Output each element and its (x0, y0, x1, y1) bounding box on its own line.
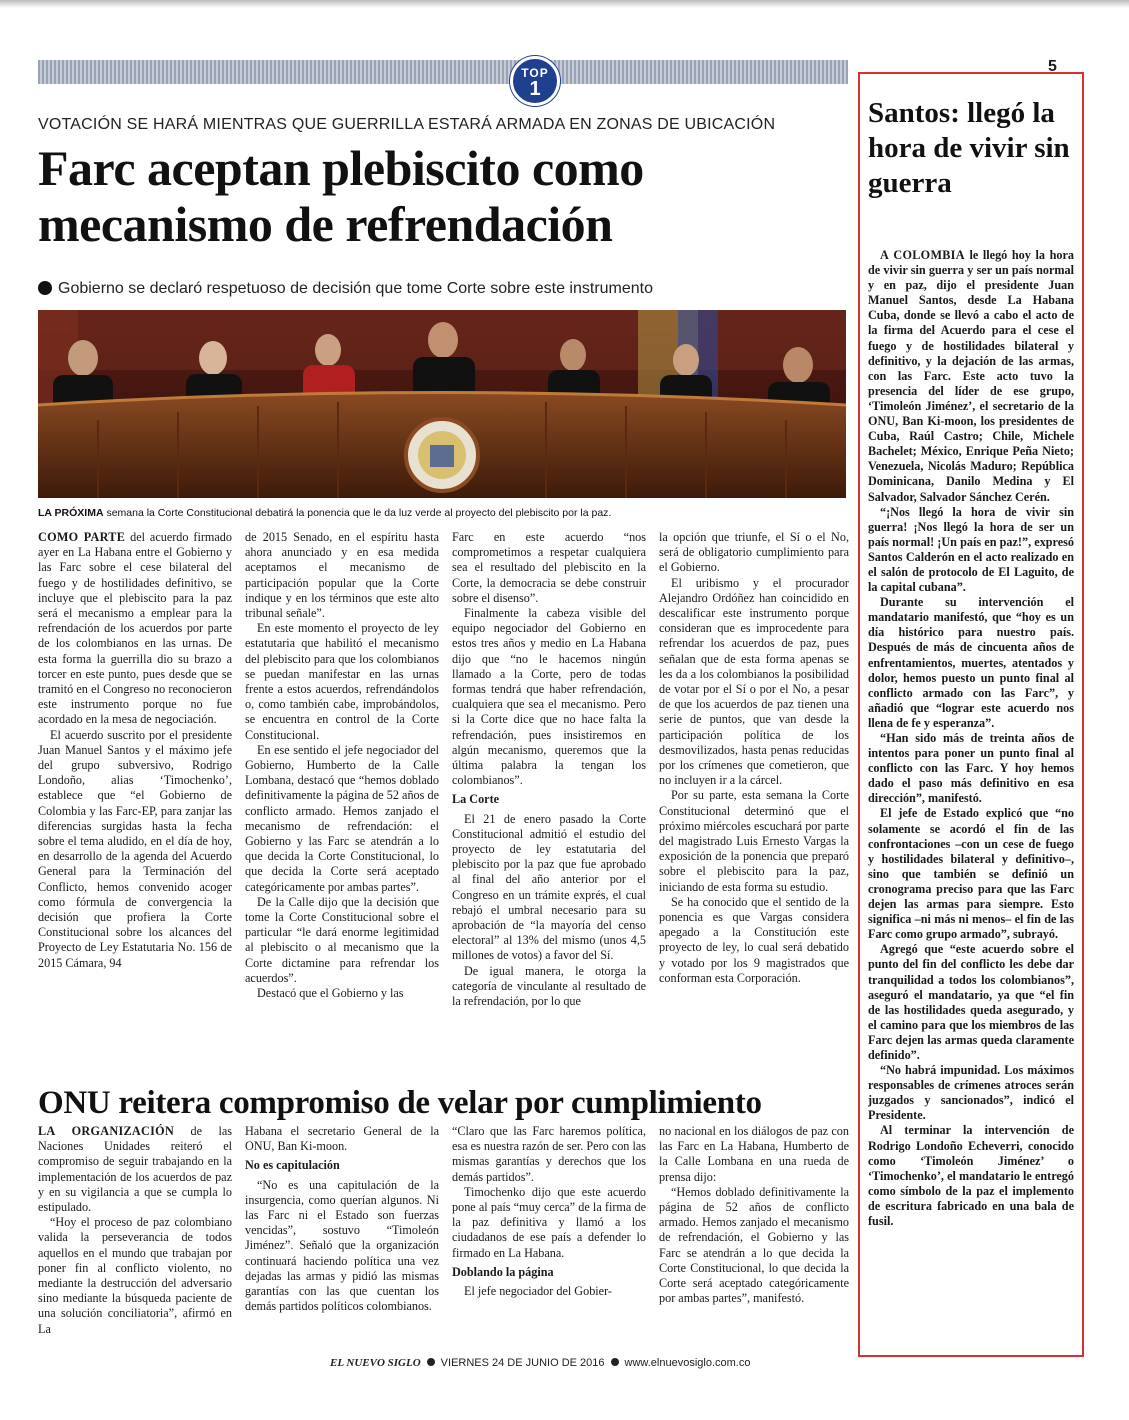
main-headline: Farc aceptan plebiscito como mecanismo de refrendación (38, 140, 644, 252)
sidebar-p5: El jefe de Estado explicó que “no solamente se acordó el fin de las confrontaciones –con un cese de fuego y hostilidades bilateral y definitivo–, sino que también se definió un cronograma preciso para que las Farc dejen las armas para siempre. Esto significa –ni más ni menos– el fin de las Farc como grupo armado”, subrayó. (868, 806, 1074, 942)
article2-col4-p2: “Hemos doblado definitivamente la página de 52 años de conflicto armado. Hemos zanjado el mecanismo de refrendación, el Gobierno y las Farc se atendrán a lo que decida la Corte Constitucional, lo que decida la Corte será aceptado categóricamente por ambas partes”, manifestó. (659, 1184, 849, 1306)
sidebar-lead: A COLOMBIA (880, 248, 965, 262)
sidebar-headline: Santos: llegó la hora de vivir sin guerra (868, 97, 1070, 199)
photo-caption (38, 507, 848, 519)
article2-col1 (38, 1124, 232, 1352)
article1-col1-p2: El acuerdo suscrito por el presidente Juan Manuel Santos y el máximo jefe del grupo subversivo, Rodrigo Londoño, alias ‘Timochenko’, establece que “el Gobierno de Colombia y las Farc-EP, para zanjar las diferencias surgidas hasta la fecha sobre el tema aludido, en el día de hoy, en desarrollo de la agenda del Acuerdo General para la Terminación del Conflicto, hemos convenido acoger como fórmula de convergencia la decisión que profiera la Corte Constitucional sobre los alcances del Proyecto de Ley Estatutaria No. 156 de 2015 Cámara, 94 (38, 727, 232, 970)
top-badge (510, 56, 560, 106)
article2-col2-p1: Habana el secretario General de la ONU, Ban Ki-moon. (245, 1124, 439, 1154)
article2-col4 (659, 1124, 849, 1352)
article2-subheading-2: Doblando la página (452, 1264, 554, 1279)
article2-col3-p1: “Claro que las Farc haremos política, esa es nuestra razón de ser. Pero con las mismas garantías y derechos que los demás partidos”. (452, 1124, 646, 1184)
subheadline (38, 280, 848, 298)
subheadline-text: Gobierno se declaró respetuoso de decisión que tome Corte sobre este instrumento (58, 280, 654, 297)
sidebar-p2: “¡Nos llegó la hora de vivir sin guerra! ¡Nos llegó la hora de ser un país normal! ¡Un país en paz!”, expresó Santos Calderón en el acto realizado en el salón de protocolo de El Laguito, de la capital cubana”. (868, 504, 1074, 595)
article2-col1-p1 (38, 1124, 232, 1215)
article1-subheading: La Corte (452, 792, 500, 807)
article1-col4-p2: El uribismo y el procurador Alejandro Ordóñez han coincidido en descalificar este instrumento porque consideran que es improcedente para refrendar los acuerdos de paz, pues señalan que de esta forma apenas se les da a los colombianos la posibilidad de votar por el Sí o por el No, a pesar de que los acuerdos de paz tienen una serie de puntos, que van desde la participación política de los desmovilizados, hasta penas reducidas por los crímenes que cometieron, que no incluyen ir a la cárcel. (659, 575, 849, 788)
court-session-illustration (38, 310, 846, 498)
sidebar-p4: “Han sido más de treinta años de intentos para poner un punto final al conflicto con las Farc. Y hoy hemos dado el paso más definitivo en esa dirección”, manifestó. (868, 731, 1074, 806)
page-footer (330, 1357, 890, 1369)
article1-col3-p4: De igual manera, le otorga la categoría de vinculante al resultado de la refrendación, por lo que (452, 963, 646, 1009)
article1-col2-p3: En ese sentido el jefe negociador del Gobierno, Humberto de la Calle Lombana, destacó que “hemos doblado definitivamente la página de 52 años de conflicto armado. Hemos zanjado el mecanismo de refrendación: el Gobierno y las Farc se atendrán a lo que decida la Corte Constitucional, lo que decida la Corte será aceptado categóricamente por ambas partes”. (245, 742, 439, 894)
article1-col1-p1 (38, 530, 232, 728)
article1-col4-p1: la opción que triunfe, el Sí o el No, será de obligatorio cumplimiento para el Gobierno. (659, 530, 849, 575)
footer-brand: EL NUEVO SIGLO (330, 1357, 421, 1369)
article1-col3-p2: Finalmente la cabeza visible del equipo negociador del Gobierno en estos tres años y medio en La Habana dijo que “no le hacemos ningún llamado a la Corte, pero de todas formas tendrá que haber refrendación, cualquiera que sea el mecanismo. Pero si la Corte dice que no hace falta la refrendación, pues insistiremos en algún mecanismo, queremos que la última palabra la tengan los colombianos”. (452, 606, 646, 788)
sidebar-p1 (868, 248, 1074, 505)
article1-col2-p2: En este momento el proyecto de ley estatutaria que habilitó el mecanismo del plebiscito para que los colombianos se puedan manifestar en las urnas frente a estos acuerdos, refrendándolos o, como también cabe, improbándolos, se encuentra en control de la Corte Constitucional. (245, 621, 439, 742)
caption-text: semana la Corte Constitucional debatirá la ponencia que le da luz verde al proyecto del plebiscito por la paz. (103, 507, 612, 519)
article2-col2-p2: “No es una capitulación de la insurgencia, como querían algunos. Ni las Farc ni el Estado son fuerzas vencidas”, sostuvo “Timoleón Jiménez”. Señaló que la organización continuará haciendo política una vez dejadas las armas y pidió las mismas garantías con las que cuentan los demás partidos políticos colombianos. (245, 1177, 439, 1314)
bullet-icon (38, 281, 52, 295)
article1-col2-p4: De la Calle dijo que la decisión que tome la Corte Constitucional sobre el particular “le dará enorme legitimidad al plebiscito o al mecanismo que la Corte dictamine para refrendar los acuerdos”. (245, 894, 439, 985)
article1-col4-p4: Se ha conocido que el sentido de la ponencia es que Vargas considera apegado a la Constitución este proyecto de ley, lo cual será debatido y votado por los 9 magistrados que conforman esta Corporación. (659, 894, 849, 985)
article2-col1-p2: “Hoy el proceso de paz colombiano valida la perseverancia de todos aquellos en el mundo que trabajan por poner fin al conflicto violento, no mediante la destrucción del adversario sino mediante la búsqueda paciente de una solución conciliatoria”, afirmó en La (38, 1215, 232, 1336)
section-band (38, 60, 848, 84)
article2-col2 (245, 1124, 439, 1352)
article1-col3 (452, 530, 646, 1070)
article2-headline: ONU reitera compromiso de velar por cumplimiento (38, 1085, 762, 1121)
caption-lead: LA PRÓXIMA (38, 507, 104, 519)
sidebar-p6: Agregó que “este acuerdo sobre el punto del fin del conflicto les debe dar tranquilidad a todos los colombianos”, aseguró el mandatario, ya que “el fin de las hostilidades queda asegurado, y el camino para que los miembros de las Farc dejen las armas queda claramente definido”. (868, 942, 1074, 1062)
article2-subheading-1: No es capitulación (245, 1158, 340, 1173)
badge-number: 1 (529, 78, 541, 100)
article1-col1 (38, 530, 232, 1070)
kicker: VOTACIÓN SE HARÁ MIENTRAS QUE GUERRILLA ESTARÁ ARMADA EN ZONAS DE UBICACIÓN (38, 116, 776, 133)
article2-col3-p3: El jefe negociador del Gobier- (464, 1284, 612, 1299)
sidebar-body (868, 248, 1074, 1348)
article2-col4-p1: no nacional en los diálogos de paz con las Farc en La Habana, Humberto de la Calle Lombana en una rueda de prensa dijo: (659, 1124, 849, 1184)
article1-col4-p3: Por su parte, esta semana la Corte Constitucional determinó que el próximo miércoles escuchará por parte del magistrado Luis Ernesto Vargas la exposición de la ponencia que preparó sobre el plebiscito para la paz, iniciando de esta forma su estudio. (659, 788, 849, 894)
article1-col1-p1-text: del acuerdo firmado ayer en La Habana entre el Gobierno y las Farc sobre el cese bilateral del fuego y de hostilidades definitivo, se incluye que el plebiscito para la paz será el mecanismo a emplear para la refrendación de los acuerdos por parte de los colombianos en las urnas. De esta forma la guerrilla dio su brazo a torcer en este punto, pues desde que se tramitó en el Congreso no reconocieron este instrumento porque no fue acordado en la mesa de negociación. (38, 530, 232, 727)
article2-col1-p1-text: de las Naciones Unidades reiteró el compromiso de seguir trabajando en la implementación de los acuerdos de paz y en su vigilancia a que se cumpla lo estipulado. (38, 1124, 232, 1215)
scan-edge (0, 0, 1129, 8)
badge-top-label: TOP (521, 66, 549, 80)
article1-col3-p3: El 21 de enero pasado la Corte Constitucional admitió el estudio del proyecto de ley estatutaria del plebiscito por la paz que fue aprobado al final del año anterior por el Congreso en un trámite exprés, el cual rebajó el umbral necesario para su aprobación de “la mayoría del censo electoral” al 13% del mismo (unos 4,5 millones de votos) a favor del Sí. (452, 811, 646, 963)
footer-dot-icon (427, 1358, 435, 1366)
article2-col3-p2: Timochenko dijo que este acuerdo pone al país “muy cerca” de la firma de la paz definitiva y llamó a los ciudadanos de ese país a defender lo firmado en La Habana. (452, 1184, 646, 1260)
sidebar-p1-text: le llegó hoy la hora de vivir sin guerra y ser un país normal y en paz, dijo el presidente Juan Manuel Santos, desde La Habana Cuba, donde se llevó a cabo el acto de la firma del Acuerdo para el cese el fuego y de hostilidades bilateral y definitivo, y la dejación de las armas, con las Farc. Este acto tuvo la presencia del líder de ese grupo, ‘Timoleón Jiménez’, el secretario de la ONU, Ban Ki-moon, los presidentes de Cuba, Raúl Castro; Chile, Michele Bachelet; México, Enrique Peña Nieto; Venezuela, Nicolás Maduro; República Dominicana, Danilo Medina y El Salvador, Salvador Sánchez Cerén. (868, 248, 1074, 504)
footer-dot-icon (611, 1358, 619, 1366)
article1-lead: COMO PARTE (38, 530, 126, 544)
footer-date: VIERNES 24 DE JUNIO DE 2016 (440, 1357, 605, 1369)
article2-col3 (452, 1124, 646, 1352)
court-session-photo (38, 310, 846, 498)
sidebar-p7: “No habrá impunidad. Los máximos responsables de crímenes atroces serán juzgados y sancionados”, indicó el Presidente. (868, 1063, 1074, 1123)
article1-col2 (245, 530, 439, 1070)
sidebar-p8: Al terminar la intervención de Rodrigo Londoño Echeverri, conocido como ‘Timoleón Jiménez’ o ‘Timochenko’, el mandatario le entregó como símbolo de la paz el implemento de escritura fabricado en una bala de fusil. (868, 1123, 1074, 1228)
article2-lead: LA ORGANIZACIÓN (38, 1124, 175, 1138)
article1-col3-p1: Farc en este acuerdo “nos comprometimos a respetar cualquiera sea el resultado del plebiscito en la Corte, la democracia se debe construir sobre el disenso”. (452, 530, 646, 605)
article1-col2-p5: Destacó que el Gobierno y las (257, 986, 404, 1001)
footer-url: www.elnuevosiglo.com.co (624, 1357, 751, 1369)
article1-col2-p1: de 2015 Senado, en el espíritu hasta ahora anunciado y en esa medida aceptamos el mecanismo de participación popular que la Corte indique y en los términos que este alto tribunal señale”. (245, 530, 439, 621)
article1-col4 (659, 530, 849, 1070)
sidebar-p3: Durante su intervención el mandatario manifestó, que “hoy es un día histórico para nuestro país. Después de más de cincuenta años de enfrentamientos, muertes, atentados y dolor, hemos puesto un punto final al conflicto armado con las Farc”, y añadió que “lograr este acuerdo nos llena de fe y esperanza”. (868, 595, 1074, 730)
page-number: 5 (1048, 58, 1057, 75)
